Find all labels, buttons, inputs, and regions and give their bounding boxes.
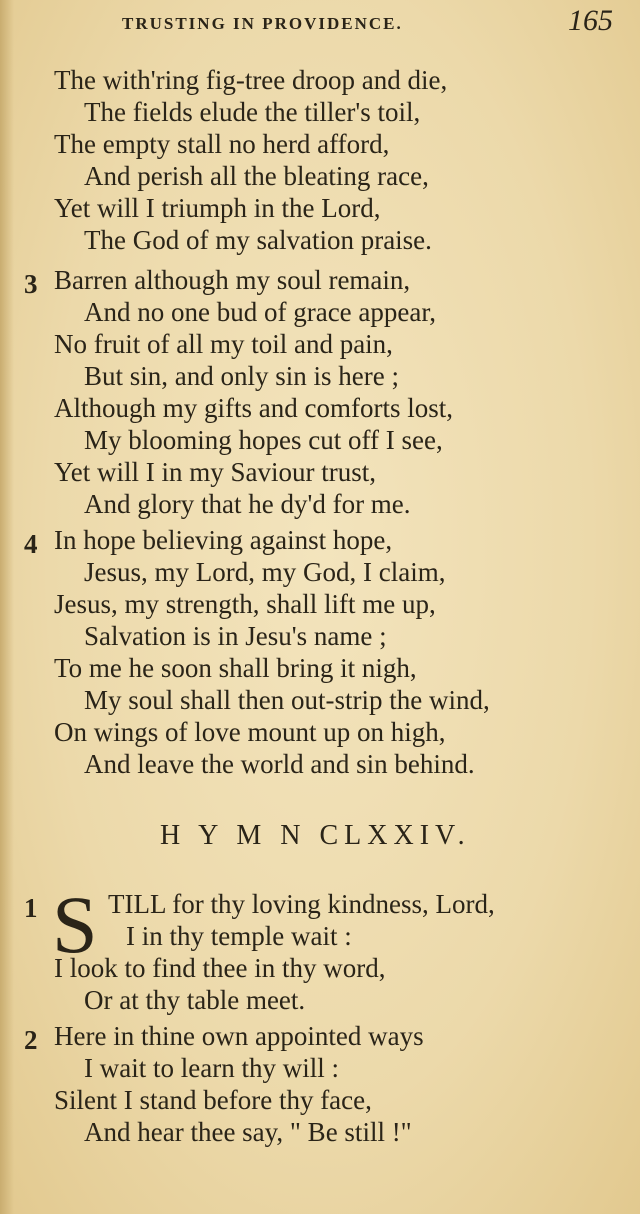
verse-line: I look to find thee in thy word, <box>54 953 386 983</box>
verse-line: In hope believing against hope, <box>54 525 393 555</box>
stanza-number: 3 <box>24 269 38 299</box>
verse-line: Silent I stand before thy face, <box>54 1085 372 1115</box>
verse-line: Yet will I triumph in the Lord, <box>54 193 381 223</box>
verse-line: And glory that he dy'd for me. <box>84 489 411 519</box>
verse-line: Jesus, my strength, shall lift me up, <box>54 589 436 619</box>
verse-line: And perish all the bleating race, <box>84 161 429 191</box>
verse-line: And no one bud of grace appear, <box>84 297 437 327</box>
verse-line: The fields elude the tiller's toil, <box>84 97 421 127</box>
verse-line: My blooming hopes cut off I see, <box>84 425 443 455</box>
verse-line: I wait to learn thy will : <box>84 1053 339 1083</box>
verse-line: Although my gifts and comforts lost, <box>54 393 453 423</box>
stanza-number: 1 <box>24 893 38 923</box>
verse-line: Yet will I in my Saviour trust, <box>54 457 377 487</box>
verse-line: On wings of love mount up on high, <box>54 717 446 747</box>
verse-line: TILL for thy loving kindness, Lord, <box>108 889 495 919</box>
verse-line: And leave the world and sin behind. <box>84 749 475 779</box>
verse-line: My soul shall then out-strip the wind, <box>84 685 490 715</box>
verse-line: I in thy temple wait : <box>126 921 352 951</box>
verse-line: Here in thine own appointed ways <box>54 1021 424 1051</box>
verse-line: Barren although my soul remain, <box>54 265 411 295</box>
verse-line: No fruit of all my toil and pain, <box>54 329 393 359</box>
page-gutter-shadow <box>0 0 14 1214</box>
verse-line: Or at thy table meet. <box>84 985 306 1015</box>
verse-line: Jesus, my Lord, my God, I claim, <box>84 557 446 587</box>
verse-line: But sin, and only sin is here ; <box>84 361 399 391</box>
running-title: TRUSTING IN PROVIDENCE. <box>122 14 403 33</box>
verse-line: The God of my salvation praise. <box>84 225 432 255</box>
stanza-number: 2 <box>24 1025 38 1055</box>
verse-line: Salvation is in Jesu's name ; <box>84 621 387 651</box>
verse-line: The empty stall no herd afford, <box>54 129 390 159</box>
page-number: 165 <box>568 4 613 37</box>
drop-cap: S <box>52 879 98 970</box>
verse-line: And hear thee say, " Be still !" <box>84 1117 412 1147</box>
stanza-number: 4 <box>24 529 38 559</box>
verse-line: The with'ring fig-tree droop and die, <box>54 65 448 95</box>
verse-line: To me he soon shall bring it nigh, <box>54 653 417 683</box>
hymn-title: H Y M N CLXXIV. <box>160 820 471 851</box>
